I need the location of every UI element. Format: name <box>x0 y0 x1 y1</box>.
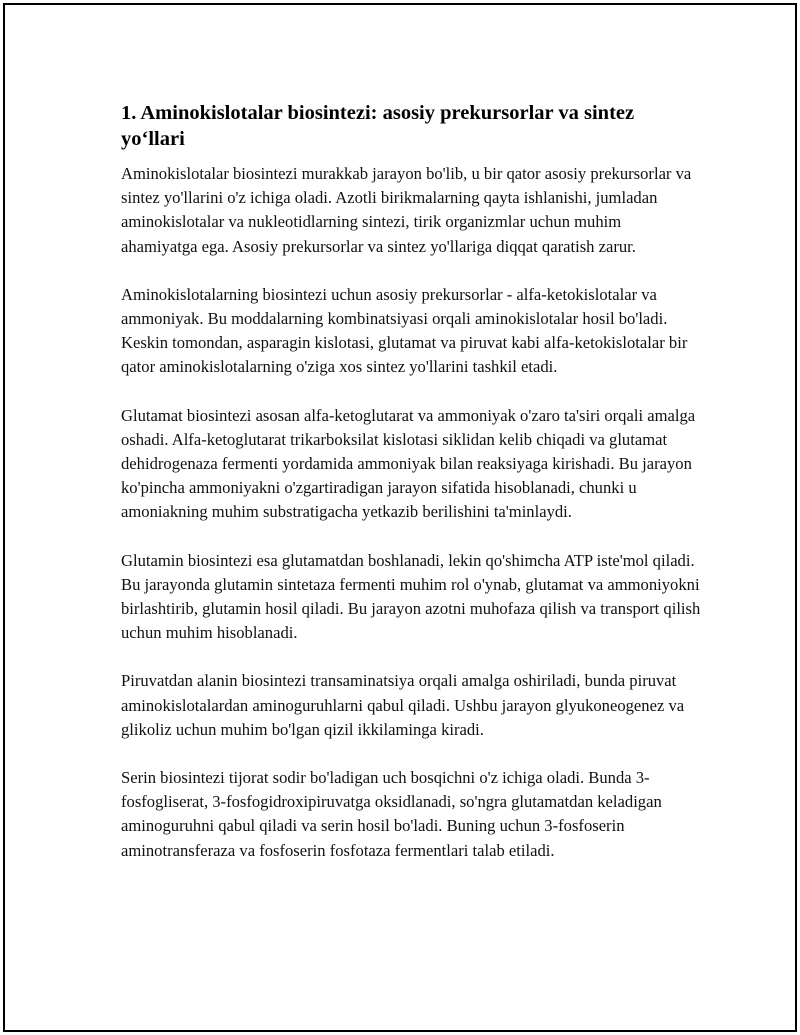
document-body <box>121 100 701 887</box>
paragraph-5: Piruvatdan alanin biosintezi transaminatsiya orqali amalga oshiriladi, bunda piruvat aminokislotalardan aminoguruhlarni qabul qiladi. Ushbu jarayon glyukoneogenez va glikoliz uchun muhim bo'lgan qizil ikkilaminga kiradi. <box>121 671 685 739</box>
page-border <box>3 3 797 1032</box>
paragraph-3: Glutamat biosintezi asosan alfa-ketoglutarat va ammoniyak o'zaro ta'siri orqali amalga oshadi. Alfa-ketoglutarat trikarboksilat kislotasi siklidan kelib chiqadi va glutamat dehidrogenaza fermenti yordamida ammoniyak bilan reaksiyaga kirishadi. Bu jarayon ko'pincha ammoniyakni o'zgartiradigan jarayon sifatida hisoblanadi, chunki u amoniakning muhim substratigacha yetkazib berilishini ta'minlaydi. <box>121 405 696 522</box>
paragraph-1: Aminokislotalar biosintezi murakkab jarayon bo'lib, u bir qator asosiy prekursorlar va sintez yo'llarini o'z ichiga oladi. Azotli birikmalarning qayta ishlanishi, jumladan aminokislotalar va nukleotidlarning sintezi, tirik organizmlar uchun muhim ahamiyatga ega. Asosiy prekursorlar va sintez yo'llariga diqqat qaratish zarur. <box>121 164 692 256</box>
paragraph-6: Serin biosintezi tijorat sodir bo'ladigan uch bosqichni o'z ichiga oladi. Bunda 3-fosfogliserat, 3-fosfogidroxipiruvatga oksidlanadi, so'ngra glutamatdan keladigan aminoguruhni qabul qiladi va serin hosil bo'ladi. Buning uchun 3-fosfoserin aminotransferaza va fosfoserin fosfotaza fermentlari talab etiladi. <box>121 768 662 860</box>
paragraph-4: Glutamin biosintezi esa glutamatdan boshlanadi, lekin qo'shimcha ATP iste'mol qiladi. Bu jarayonda glutamin sintetaza fermenti muhim rol o'ynab, glutamat va ammoniyokni birlashtirib, glutamin hosil qiladi. Bu jarayon azotni muhofaza qilish va transport qilish uchun muhim hisoblanadi. <box>121 550 701 643</box>
document-title: 1. Aminokislotalar biosintezi: asosiy prekursorlar va sintez yo‘llari <box>121 102 635 150</box>
paragraph-2: Aminokislotalarning biosintezi uchun asosiy prekursorlar - alfa-ketokislotalar va ammoniyak. Bu moddalarning kombinatsiyasi orqali aminokislotalar hosil bo'ladi. Keskin tomondan, asparagin kislotasi, glutamat va piruvat kabi alfa-ketokislotalar bir qator aminokislotalarning o'ziga xos sintez yo'llarini tashkil etadi. <box>121 284 688 377</box>
